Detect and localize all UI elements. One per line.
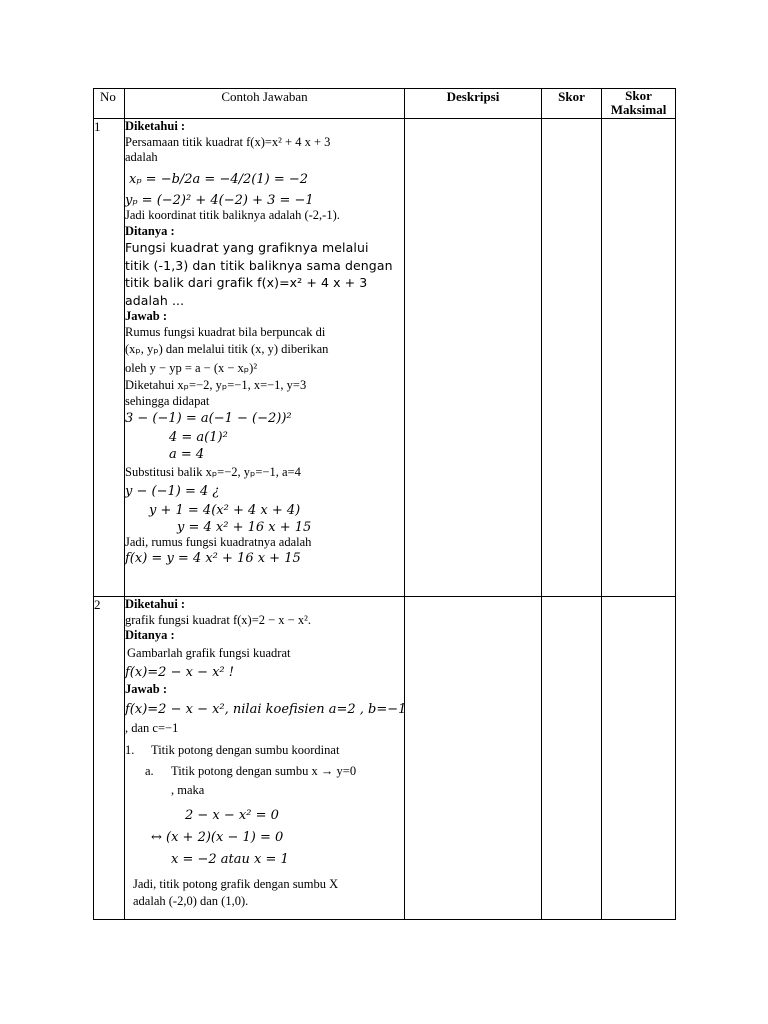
answer-line: adalah ... — [125, 292, 185, 308]
math-line: f(x)=2 − x − x² ! — [125, 664, 234, 680]
list-text: Titik potong dengan sumbu x → y=0 — [171, 764, 357, 778]
answer-line: Gambarlah grafik fungsi kuadrat — [127, 645, 291, 660]
answer-line: Jawab : — [125, 309, 168, 323]
list-letter: a. — [145, 764, 154, 778]
table-row — [94, 119, 676, 597]
answer-line: oleh y − yp = a − (x − xₚ)² — [125, 361, 258, 375]
math-line: a = 4 — [169, 447, 205, 462]
math-line: y = 4 x² + 16 x + 15 — [177, 519, 312, 535]
header-max-score-line1: Skor — [625, 88, 652, 103]
header-max-score-line2: Maksimal — [610, 102, 667, 117]
answer-line: Diketahui : — [125, 597, 186, 611]
answer-line: Jadi koordinat titik baliknya adalah (-2,-1). — [125, 208, 340, 222]
math-line: 4 = a(1)² — [169, 430, 228, 445]
table-row — [94, 597, 676, 920]
answer-line: Diketahui : — [125, 119, 186, 133]
answer-line: adalah — [125, 150, 158, 164]
math-line: ↔ (x + 2)(x − 1) = 0 — [151, 830, 284, 845]
answer-line: adalah (-2,0) dan (1,0). — [133, 894, 249, 908]
answer-line: (xₚ, yₚ) dan melalui titik (x, y) diberikan — [125, 342, 329, 356]
answer-line: , maka — [171, 783, 205, 797]
answer-line: Rumus fungsi kuadrat bila berpuncak di — [125, 324, 326, 339]
answer-line: , dan c=−1 — [125, 721, 179, 735]
answer-line: Jadi, titik potong grafik dengan sumbu X — [133, 877, 339, 891]
answer-cell — [125, 119, 405, 597]
description-cell — [405, 597, 542, 920]
answer-line: Diketahui xₚ=−2, yₚ=−1, x=−1, y=3 — [125, 378, 307, 392]
math-line: y + 1 = 4(x² + 4 x + 4) — [149, 502, 301, 518]
header-answer: Contoh Jawaban — [125, 89, 405, 119]
answer-line: sehingga didapat — [125, 393, 210, 408]
header-no: No — [94, 89, 125, 119]
answer-line: Substitusi balik xₚ=−2, yₚ=−1, a=4 — [125, 464, 301, 479]
math-line: 3 − (−1) = a(−1 − (−2))² — [125, 411, 292, 426]
list-item — [125, 760, 404, 781]
answer-line: grafik fungsi kuadrat f(x)=2 − x − x². — [125, 612, 311, 627]
scoring-rubric-table — [93, 88, 676, 920]
math-line: yₚ = (−2)² + 4(−2) + 3 = −1 — [125, 192, 314, 208]
max-score-cell — [602, 119, 676, 597]
math-line: y − (−1) = 4 ¿ — [125, 483, 220, 499]
math-line: x = −2 atau x = 1 — [171, 852, 289, 867]
list-item — [125, 738, 404, 760]
header-row — [94, 89, 676, 119]
score-cell — [542, 597, 602, 920]
answer-line: Persamaan titik kuadrat f(x)=x² + 4 x + 3 — [125, 134, 331, 149]
math-line: f(x)=2 − x − x², nilai koefisien a=2 , b=−1 — [125, 702, 407, 717]
math-line: xₚ = −b/2a = −4/2(1) = −2 — [129, 171, 309, 187]
answer-cell — [125, 597, 405, 920]
answer-line: Ditanya : — [125, 628, 175, 642]
answer-line: Ditanya : — [125, 223, 175, 238]
list-text: Titik potong dengan sumbu koordinat — [151, 743, 340, 757]
max-score-cell — [602, 597, 676, 920]
answer-line: Jawab : — [125, 681, 168, 696]
description-cell — [405, 119, 542, 597]
math-line: f(x) = y = 4 x² + 16 x + 15 — [125, 550, 301, 566]
header-max-score — [602, 89, 676, 119]
list-number: 1. — [125, 743, 135, 757]
answer-line: titik (-1,3) dan titik baliknya sama dengan — [125, 257, 393, 273]
answer-line: Fungsi kuadrat yang grafiknya melalui — [125, 240, 369, 255]
row-number: 2 — [94, 597, 125, 920]
header-description: Deskripsi — [405, 89, 542, 119]
answer-line: titik balik dari grafik f(x)=x² + 4 x + 3 — [125, 275, 368, 290]
header-score: Skor — [542, 89, 602, 119]
row-number: 1 — [94, 119, 125, 597]
score-cell — [542, 119, 602, 597]
answer-line: Jadi, rumus fungsi kuadratnya adalah — [125, 535, 312, 549]
math-line: 2 − x − x² = 0 — [185, 808, 279, 823]
